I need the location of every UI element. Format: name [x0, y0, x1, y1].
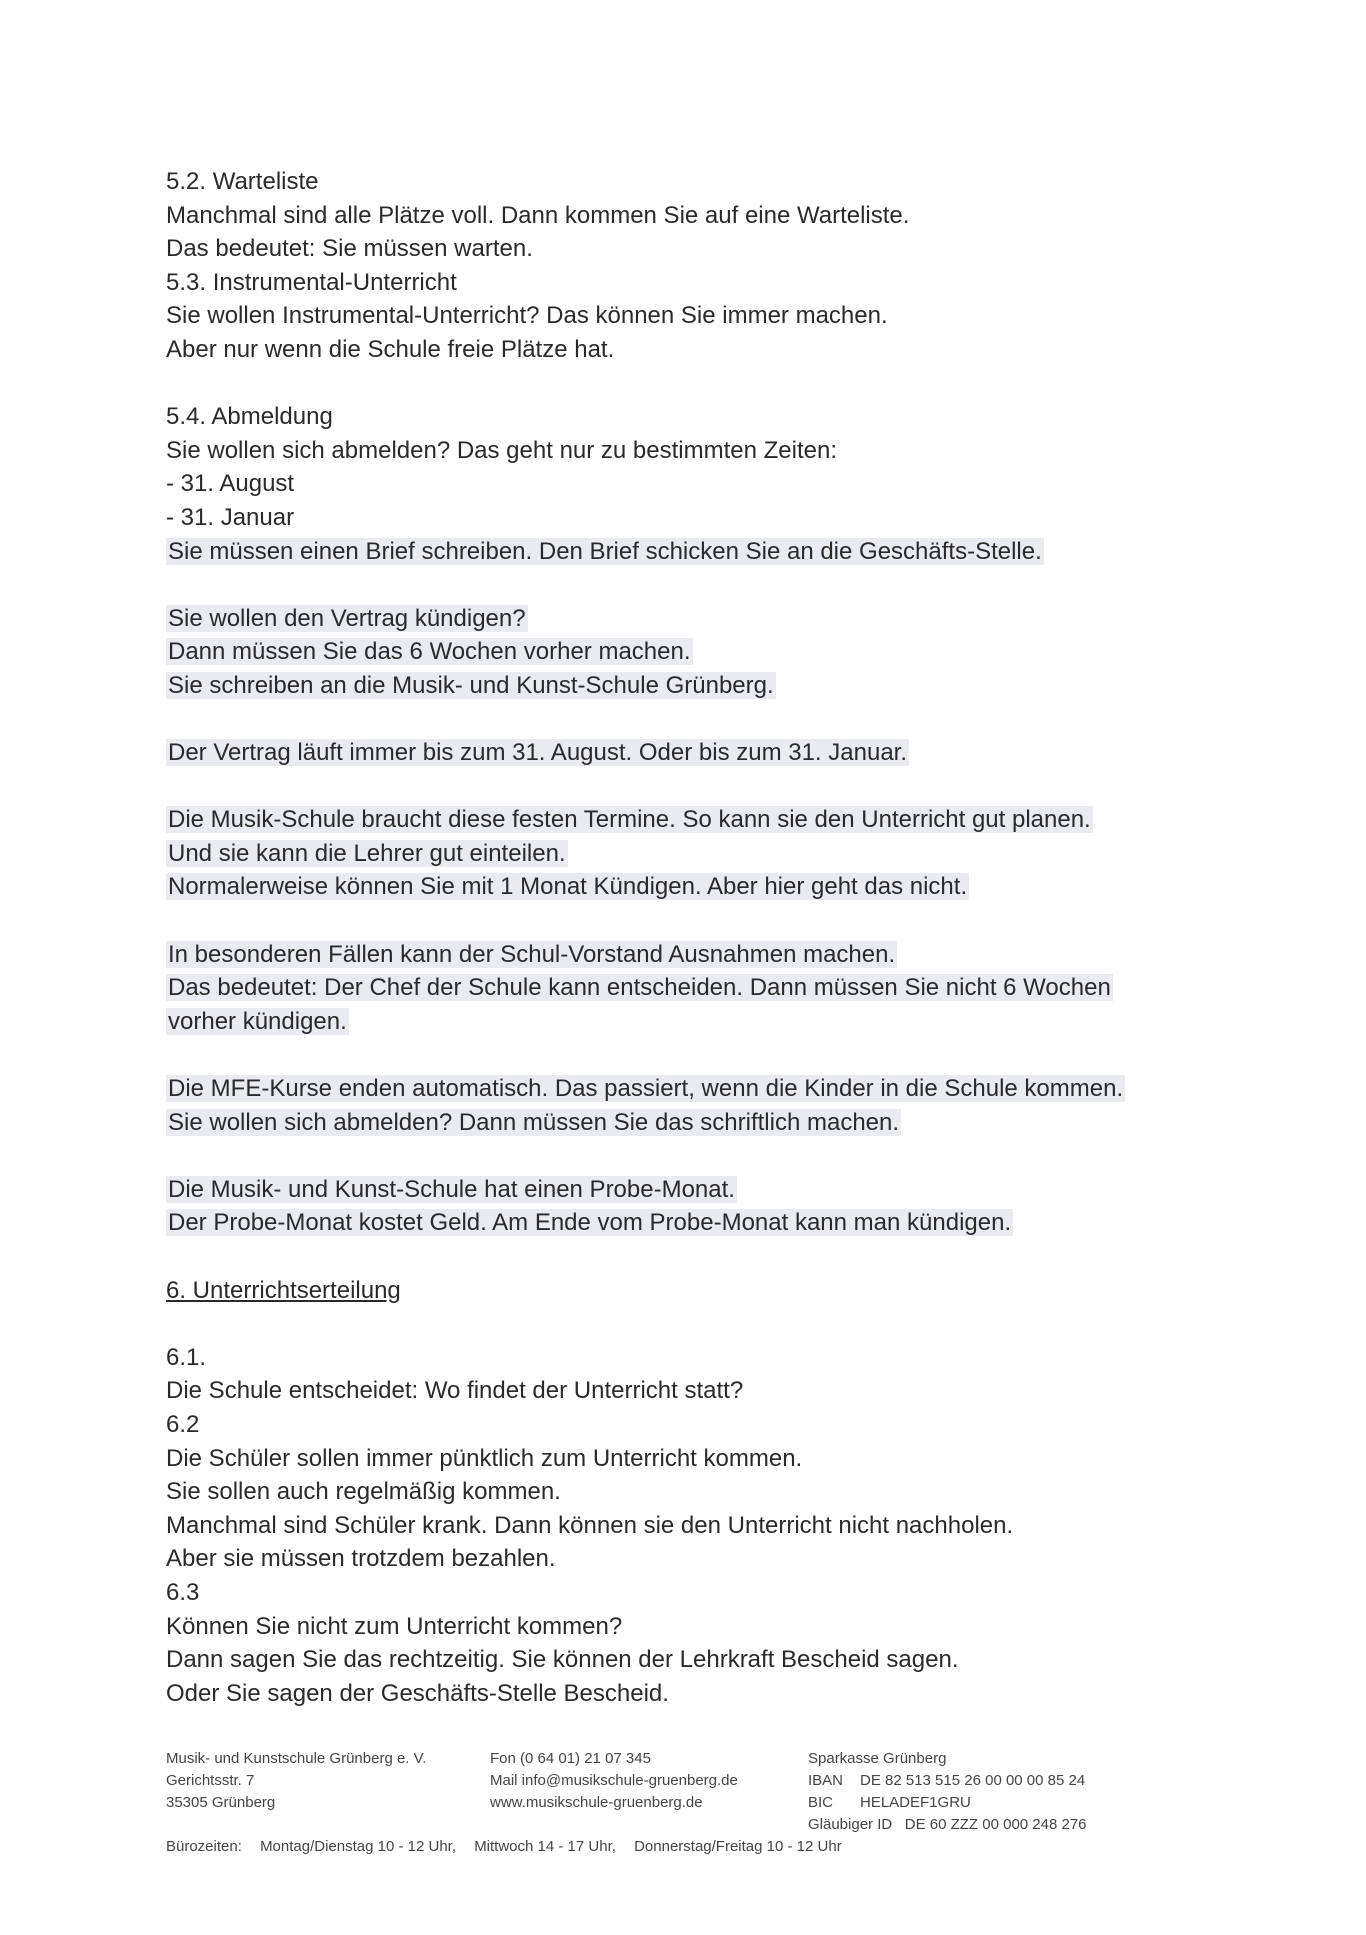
section-heading-5-2: 5.2. Warteliste — [166, 168, 319, 195]
office-hours-label: Bürozeiten: — [166, 1838, 242, 1855]
footer-website: www.musikschule-gruenberg.de — [490, 1794, 703, 1811]
text-line: Dann sagen Sie das rechtzeitig. Sie können der Lehrkraft Bescheid sagen. — [166, 1646, 959, 1674]
text-line: Manchmal sind Schüler krank. Dann können sie den Unterricht nicht nachholen. — [166, 1511, 1014, 1539]
iban-value: DE 82 513 515 26 00 00 00 85 24 — [860, 1772, 1086, 1789]
text-line: Sie wollen Instrumental-Unterricht? Das können Sie immer machen. — [166, 302, 888, 330]
footer-phone: Fon (0 64 01) 21 07 345 — [490, 1750, 651, 1767]
text-line: Die Schule entscheidet: Wo findet der Unterricht statt? — [166, 1377, 744, 1405]
bic-value: HELADEF1GRU — [860, 1794, 971, 1811]
footer-address-line: Musik- und Kunstschule Grünberg e. V. — [166, 1750, 427, 1767]
iban-label: IBAN — [808, 1772, 844, 1789]
text-line: Sie sollen auch regelmäßig kommen. — [166, 1478, 561, 1506]
highlighted-text-line: Der Probe-Monat kostet Geld. Am Ende vom Probe-Monat kann man kündigen. — [168, 1209, 1012, 1237]
text-line: - 31. Januar — [166, 503, 295, 531]
highlighted-text-line: Sie schreiben an die Musik- und Kunst-Schule Grünberg. — [168, 671, 774, 699]
section-heading-6-3: 6.3 — [166, 1578, 200, 1606]
highlighted-text-line: Der Vertrag läuft immer bis zum 31. August. Oder bis zum 31. Januar. — [168, 739, 907, 767]
office-hours-entry: Mittwoch 14 - 17 Uhr, — [474, 1838, 616, 1855]
glaeubiger-value: DE 60 ZZZ 00 000 248 276 — [904, 1816, 1087, 1833]
footer-address-line: 35305 Grünberg — [166, 1794, 276, 1811]
section-heading-6: 6. Unterrichtserteilung — [166, 1276, 401, 1304]
footer-bic-row — [808, 1792, 1087, 1814]
footer-contact — [490, 1748, 738, 1814]
highlighted-text-line: Sie wollen sich abmelden? Dann müssen Sie das schriftlich machen. — [168, 1108, 900, 1136]
highlighted-text-line: Die Musik- und Kunst-Schule hat einen Probe-Monat. — [168, 1175, 735, 1203]
highlighted-text-line: Sie müssen einen Brief schreiben. Den Brief schicken Sie an die Geschäfts-Stelle. — [168, 537, 1042, 565]
text-line: - 31. August — [166, 470, 295, 498]
bic-label: BIC — [808, 1794, 834, 1811]
highlighted-text-line: Dann müssen Sie das 6 Wochen vorher machen. — [168, 638, 691, 666]
section-heading-6-1: 6.1. — [166, 1343, 207, 1371]
document-body — [166, 165, 1186, 1710]
highlighted-text-line: vorher kündigen. — [168, 1007, 347, 1035]
text-line: Sie wollen sich abmelden? Das geht nur zu bestimmten Zeiten: — [166, 436, 838, 464]
footer-address-line: Gerichtsstr. 7 — [166, 1772, 255, 1789]
highlighted-text-line: Sie wollen den Vertrag kündigen? — [168, 604, 526, 632]
text-line: Aber nur wenn die Schule freie Plätze hat. — [166, 335, 615, 363]
highlighted-text-line: Das bedeutet: Der Chef der Schule kann entscheiden. Dann müssen Sie nicht 6 Wochen — [168, 974, 1111, 1002]
highlighted-text-line: Und sie kann die Lehrer gut einteilen. — [168, 839, 566, 867]
footer-iban-row — [808, 1770, 1087, 1792]
footer-office-hours — [166, 1836, 856, 1858]
text-line: Können Sie nicht zum Unterricht kommen? — [166, 1612, 623, 1640]
highlighted-text-line: Die Musik-Schule braucht diese festen Termine. So kann sie den Unterricht gut planen. — [168, 806, 1091, 834]
office-hours-entry: Donnerstag/Freitag 10 - 12 Uhr — [634, 1838, 842, 1855]
footer-bank-name: Sparkasse Grünberg — [808, 1750, 947, 1767]
office-hours-entry: Montag/Dienstag 10 - 12 Uhr, — [260, 1838, 457, 1855]
section-heading-5-3: 5.3. Instrumental-Unterricht — [166, 268, 457, 296]
section-heading-5-4: 5.4. Abmeldung — [166, 403, 333, 431]
footer-email: Mail info@musikschule-gruenberg.de — [490, 1772, 738, 1789]
highlighted-text-line: Normalerweise können Sie mit 1 Monat Kündigen. Aber hier geht das nicht. — [168, 873, 968, 901]
footer-address — [166, 1748, 426, 1814]
footer-bank — [808, 1748, 1087, 1836]
footer-glaeubiger-row — [808, 1814, 1087, 1836]
section-heading-6-2: 6.2 — [166, 1410, 200, 1438]
text-line: Das bedeutet: Sie müssen warten. — [166, 235, 533, 263]
text-line: Manchmal sind alle Plätze voll. Dann kommen Sie auf eine Warteliste. — [166, 201, 910, 229]
text-line: Oder Sie sagen der Geschäfts-Stelle Bescheid. — [166, 1679, 669, 1707]
highlighted-text-line: In besonderen Fällen kann der Schul-Vorstand Ausnahmen machen. — [168, 940, 896, 968]
text-line: Die Schüler sollen immer pünktlich zum Unterricht kommen. — [166, 1444, 803, 1472]
text-line: Aber sie müssen trotzdem bezahlen. — [166, 1545, 556, 1573]
glaeubiger-label: Gläubiger ID — [808, 1816, 893, 1833]
highlighted-text-line: Die MFE-Kurse enden automatisch. Das passiert, wenn die Kinder in die Schule kommen. — [168, 1075, 1124, 1103]
